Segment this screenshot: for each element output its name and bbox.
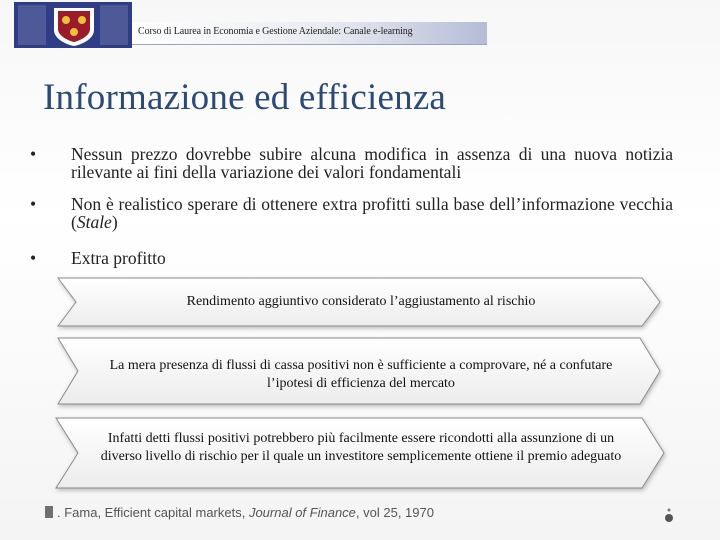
reference-marker-icon: [45, 506, 53, 518]
reference-tail: , vol 25, 1970: [355, 505, 434, 520]
bullet-text-emphasis: Stale: [76, 212, 112, 232]
bullet-marker: •: [30, 248, 37, 268]
diagram-box-2-text: La mera presenza di flussi di cassa positivi non è sufficiente a comprovare, né a confutare l’ipotesi di efficienza del mercato: [109, 358, 613, 391]
reference-journal: Journal of Finance: [248, 505, 356, 520]
bullet-text: Nessun prezzo dovrebbe subire alcuna modifica in assenza di una nuova notizia rilevante ai fini della variazione dei valori fondamentali: [71, 144, 673, 182]
bullet-marker: •: [30, 144, 37, 164]
course-header-text: Corso di Laurea in Economia e Gestione Aziendale: Canale e-learning: [138, 26, 413, 37]
bullet-text: Extra profitto: [71, 248, 166, 268]
page-indicator-icon: [662, 507, 676, 523]
slide-title: Informazione ed efficienza: [43, 77, 447, 118]
diagram-box-1-text: Rendimento aggiuntivo considerato l’aggiustamento al rischio: [186, 294, 536, 309]
bullet-text-tail: ): [111, 212, 118, 232]
reference-text: . Fama, Efficient capital markets,: [57, 505, 249, 520]
footer-reference: [45, 505, 434, 520]
bullet-marker: •: [30, 194, 37, 214]
diagram-box-3-text: Infatti detti flussi positivi potrebbero più facilmente essere ricondotti alla assunzione di un diverso livello di rischio per il quale un investitore semplicemente ottiene il premio adeguato: [100, 431, 622, 464]
bullet-text-main: Non è realistico sperare di ottenere extra profitti sulla base dell’informazione vecchia (: [71, 194, 673, 232]
